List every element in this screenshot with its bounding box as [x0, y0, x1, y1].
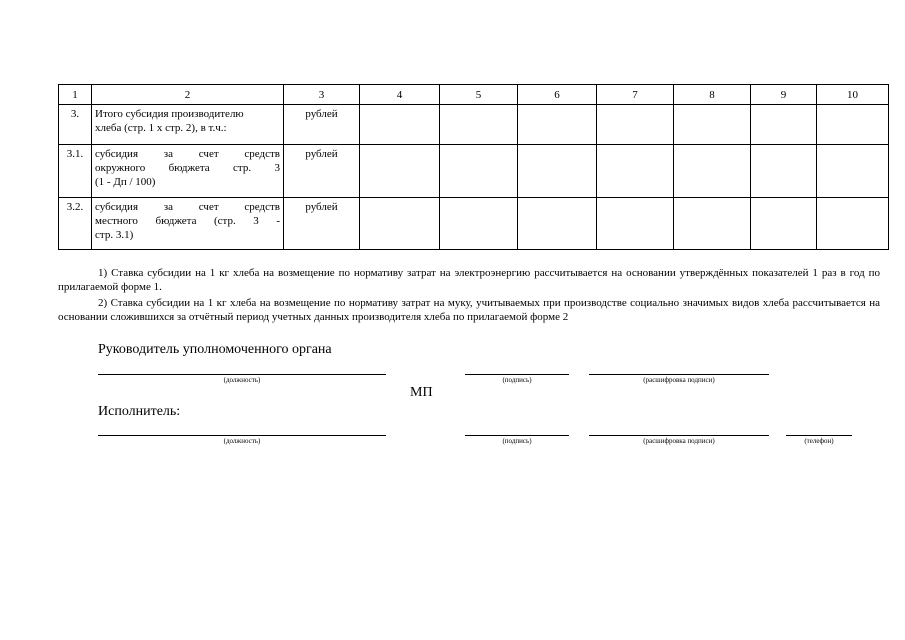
executor-phone-line — [786, 435, 852, 436]
subsidy-table — [58, 84, 889, 250]
table-cell — [751, 145, 817, 198]
head-position-caption: (должность) — [223, 376, 261, 384]
stamp-place: МП — [410, 385, 433, 400]
table-cell — [440, 145, 518, 198]
table-cell — [518, 145, 597, 198]
executor-decoding-line — [589, 435, 769, 436]
table-cell — [817, 198, 889, 250]
table-cell — [817, 105, 889, 145]
table-cell — [360, 198, 440, 250]
head-signature-title: Руководитель уполномоченного органа — [98, 342, 332, 357]
table-cell — [751, 198, 817, 250]
table-cell — [440, 198, 518, 250]
row-number: 3.2. — [59, 198, 92, 250]
column-header: 10 — [817, 85, 889, 105]
footnote-2: 2) Ставка субсидии на 1 кг хлеба на возмещение по нормативу затрат на муку, учитываемых при производстве социально значимых видов хлеба рассчитывается на основании сложившихся за отчётный период учетных данных производителя хлеба по прилагаемой форме 2 — [58, 297, 880, 323]
table-cell — [440, 105, 518, 145]
executor-title: Исполнитель: — [98, 404, 181, 419]
table-cell — [360, 145, 440, 198]
row-name-line: субсидия за счет средств — [95, 201, 280, 213]
executor-position-caption: (должность) — [223, 437, 261, 445]
executor-phone-caption: (телефон) — [804, 437, 834, 445]
row-name — [92, 145, 284, 198]
table-cell — [817, 145, 889, 198]
executor-signature-caption: (подпись) — [502, 437, 532, 445]
row-name — [92, 198, 284, 250]
column-header: 7 — [597, 85, 674, 105]
head-signature-caption: (подпись) — [502, 376, 532, 384]
table-cell — [597, 198, 674, 250]
column-header: 9 — [751, 85, 817, 105]
row-unit: рублей — [284, 105, 360, 145]
table-cell — [518, 105, 597, 145]
executor-position-line — [98, 435, 386, 436]
row-name-line: субсидия за счет средств — [95, 148, 280, 160]
column-header: 3 — [284, 85, 360, 105]
row-name-line: Итого субсидия производителю — [95, 108, 244, 120]
table-cell — [674, 198, 751, 250]
row-name — [92, 105, 284, 145]
head-decoding-line — [589, 374, 769, 375]
footnote-1: 1) Ставка субсидии на 1 кг хлеба на возмещение по нормативу затрат на электроэнергию рассчитывается на основании утверждённых показателей 1 раз в год по прилагаемой форме 1. — [58, 267, 880, 293]
column-header: 1 — [59, 85, 92, 105]
head-position-line — [98, 374, 386, 375]
table-cell — [751, 105, 817, 145]
head-decoding-caption: (расшифровка подписи) — [643, 376, 715, 384]
table-cell — [597, 105, 674, 145]
column-header: 6 — [518, 85, 597, 105]
row-number: 3. — [59, 105, 92, 145]
row-name-line: окружного бюджета стр. 3 — [95, 162, 280, 174]
table-cell — [597, 145, 674, 198]
column-header: 2 — [92, 85, 284, 105]
table-row — [59, 145, 889, 198]
executor-signature-line — [465, 435, 569, 436]
column-header: 5 — [440, 85, 518, 105]
column-header: 8 — [674, 85, 751, 105]
row-name-line: хлеба (стр. 1 х стр. 2), в т.ч.: — [95, 122, 227, 134]
row-unit: рублей — [284, 198, 360, 250]
footnotes — [58, 266, 880, 324]
row-name-line: (1 - Дп / 100) — [95, 176, 156, 188]
column-header: 4 — [360, 85, 440, 105]
table-row — [59, 198, 889, 250]
table-cell — [674, 145, 751, 198]
table-header-row — [59, 85, 889, 105]
row-name-line: стр. 3.1) — [95, 229, 134, 241]
row-number: 3.1. — [59, 145, 92, 198]
table-cell — [360, 105, 440, 145]
head-signature-line — [465, 374, 569, 375]
row-unit: рублей — [284, 145, 360, 198]
table-row — [59, 105, 889, 145]
executor-decoding-caption: (расшифровка подписи) — [643, 437, 715, 445]
table-cell — [674, 105, 751, 145]
row-name-line: местного бюджета (стр. 3 - — [95, 215, 280, 227]
table-cell — [518, 198, 597, 250]
